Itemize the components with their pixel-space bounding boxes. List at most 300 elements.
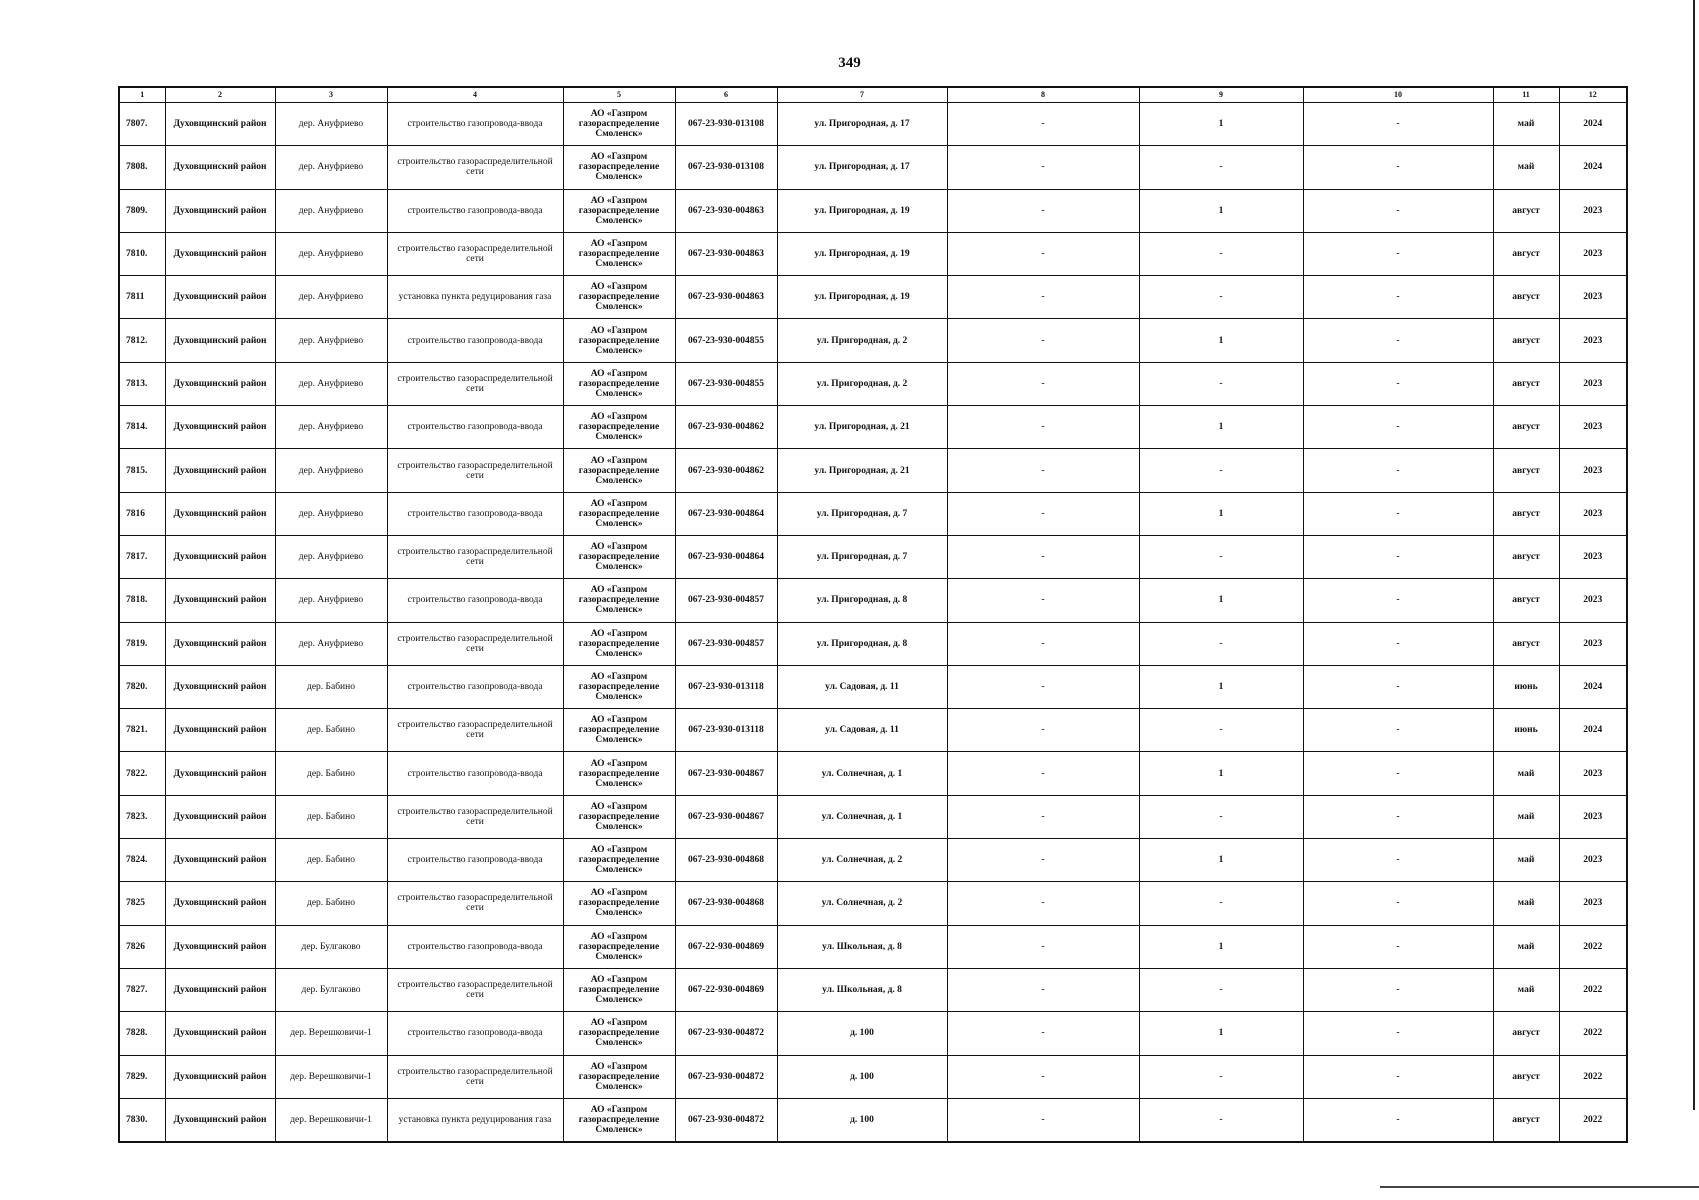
address-cell: ул. Пригородная, д. 2 (777, 319, 947, 362)
col8-cell: - (947, 839, 1139, 882)
col10-cell: - (1303, 622, 1493, 665)
col9-cell: - (1139, 1055, 1303, 1098)
year-cell: 2023 (1559, 276, 1627, 319)
district-cell: Духовщинский район (165, 1012, 275, 1055)
table-row (119, 839, 1627, 882)
organization-cell: АО «Газпром газораспределение Смоленск» (563, 1098, 675, 1141)
table-row (119, 146, 1627, 189)
month-cell: август (1493, 1012, 1559, 1055)
column-header-6: 6 (675, 87, 777, 103)
col10-cell: - (1303, 406, 1493, 449)
col10-cell: - (1303, 925, 1493, 968)
row-number: 7828. (119, 1012, 165, 1055)
col9-cell: 1 (1139, 492, 1303, 535)
month-cell: май (1493, 752, 1559, 795)
village-cell: дер. Ануфриево (275, 189, 387, 232)
row-number: 7822. (119, 752, 165, 795)
address-cell: ул. Пригородная, д. 17 (777, 103, 947, 146)
month-cell: май (1493, 925, 1559, 968)
district-cell: Духовщинский район (165, 449, 275, 492)
column-header-7: 7 (777, 87, 947, 103)
organization-cell: АО «Газпром газораспределение Смоленск» (563, 362, 675, 405)
address-cell: ул. Пригородная, д. 19 (777, 276, 947, 319)
organization-cell: АО «Газпром газораспределение Смоленск» (563, 146, 675, 189)
code-cell: 067-23-930-004867 (675, 752, 777, 795)
village-cell: дер. Бабино (275, 839, 387, 882)
code-cell: 067-22-930-004869 (675, 968, 777, 1011)
year-cell: 2024 (1559, 146, 1627, 189)
village-cell: дер. Ануфриево (275, 579, 387, 622)
column-header-9: 9 (1139, 87, 1303, 103)
row-number: 7821. (119, 709, 165, 752)
month-cell: август (1493, 492, 1559, 535)
district-cell: Духовщинский район (165, 232, 275, 275)
table-row (119, 103, 1627, 146)
code-cell: 067-23-930-004857 (675, 579, 777, 622)
organization-cell: АО «Газпром газораспределение Смоленск» (563, 276, 675, 319)
code-cell: 067-23-930-004857 (675, 622, 777, 665)
code-cell: 067-23-930-004863 (675, 276, 777, 319)
col10-cell: - (1303, 1055, 1493, 1098)
month-cell: август (1493, 1098, 1559, 1141)
address-cell: д. 100 (777, 1012, 947, 1055)
table-row (119, 622, 1627, 665)
month-cell: июнь (1493, 709, 1559, 752)
table-row (119, 795, 1627, 838)
work-type-cell: строительство газораспределительной сети (387, 535, 563, 578)
table-row (119, 1055, 1627, 1098)
district-cell: Духовщинский район (165, 146, 275, 189)
code-cell: 067-23-930-004863 (675, 189, 777, 232)
col9-cell: 1 (1139, 665, 1303, 708)
year-cell: 2023 (1559, 882, 1627, 925)
col9-cell: 1 (1139, 1012, 1303, 1055)
col10-cell: - (1303, 146, 1493, 189)
month-cell: август (1493, 232, 1559, 275)
row-number: 7816 (119, 492, 165, 535)
village-cell: дер. Ануфриево (275, 406, 387, 449)
row-number: 7823. (119, 795, 165, 838)
village-cell: дер. Ануфриево (275, 492, 387, 535)
district-cell: Духовщинский район (165, 968, 275, 1011)
col9-cell: - (1139, 276, 1303, 319)
month-cell: август (1493, 189, 1559, 232)
column-header-8: 8 (947, 87, 1139, 103)
work-type-cell: строительство газораспределительной сети (387, 882, 563, 925)
table-row (119, 449, 1627, 492)
work-type-cell: установка пункта редуцирования газа (387, 276, 563, 319)
work-type-cell: строительство газораспределительной сети (387, 449, 563, 492)
work-type-cell: строительство газопровода-ввода (387, 579, 563, 622)
village-cell: дер. Ануфриево (275, 535, 387, 578)
row-number: 7808. (119, 146, 165, 189)
col8-cell: - (947, 1055, 1139, 1098)
col8-cell: - (947, 319, 1139, 362)
work-type-cell: строительство газопровода-ввода (387, 665, 563, 708)
year-cell: 2023 (1559, 189, 1627, 232)
code-cell: 067-23-930-013118 (675, 709, 777, 752)
col10-cell: - (1303, 232, 1493, 275)
col8-cell: - (947, 709, 1139, 752)
code-cell: 067-23-930-004855 (675, 319, 777, 362)
table-row (119, 1098, 1627, 1141)
work-type-cell: строительство газораспределительной сети (387, 1055, 563, 1098)
col10-cell: - (1303, 968, 1493, 1011)
column-header-2: 2 (165, 87, 275, 103)
organization-cell: АО «Газпром газораспределение Смоленск» (563, 839, 675, 882)
address-cell: ул. Школьная, д. 8 (777, 968, 947, 1011)
district-cell: Духовщинский район (165, 925, 275, 968)
organization-cell: АО «Газпром газораспределение Смоленск» (563, 535, 675, 578)
row-number: 7829. (119, 1055, 165, 1098)
address-cell: ул. Пригородная, д. 19 (777, 232, 947, 275)
year-cell: 2023 (1559, 319, 1627, 362)
col9-cell: - (1139, 795, 1303, 838)
organization-cell: АО «Газпром газораспределение Смоленск» (563, 579, 675, 622)
table-row (119, 276, 1627, 319)
village-cell: дер. Верешковичи-1 (275, 1055, 387, 1098)
organization-cell: АО «Газпром газораспределение Смоленск» (563, 449, 675, 492)
organization-cell: АО «Газпром газораспределение Смоленск» (563, 795, 675, 838)
col8-cell: - (947, 449, 1139, 492)
col8-cell: - (947, 406, 1139, 449)
col10-cell: - (1303, 362, 1493, 405)
registry-table (118, 86, 1628, 1143)
table-row (119, 189, 1627, 232)
column-header-11: 11 (1493, 87, 1559, 103)
work-type-cell: строительство газопровода-ввода (387, 492, 563, 535)
work-type-cell: строительство газораспределительной сети (387, 146, 563, 189)
district-cell: Духовщинский район (165, 882, 275, 925)
row-number: 7824. (119, 839, 165, 882)
table-row (119, 968, 1627, 1011)
col9-cell: - (1139, 968, 1303, 1011)
address-cell: ул. Пригородная, д. 8 (777, 622, 947, 665)
code-cell: 067-23-930-004863 (675, 232, 777, 275)
organization-cell: АО «Газпром газораспределение Смоленск» (563, 232, 675, 275)
organization-cell: АО «Газпром газораспределение Смоленск» (563, 622, 675, 665)
month-cell: май (1493, 103, 1559, 146)
month-cell: август (1493, 276, 1559, 319)
table-row (119, 232, 1627, 275)
col10-cell: - (1303, 752, 1493, 795)
col10-cell: - (1303, 492, 1493, 535)
year-cell: 2023 (1559, 492, 1627, 535)
organization-cell: АО «Газпром газораспределение Смоленск» (563, 665, 675, 708)
col8-cell: - (947, 752, 1139, 795)
district-cell: Духовщинский район (165, 1098, 275, 1141)
col9-cell: - (1139, 449, 1303, 492)
work-type-cell: строительство газораспределительной сети (387, 362, 563, 405)
scan-bottom-line (1380, 1186, 1699, 1188)
work-type-cell: строительство газопровода-ввода (387, 752, 563, 795)
work-type-cell: строительство газораспределительной сети (387, 795, 563, 838)
village-cell: дер. Верешковичи-1 (275, 1012, 387, 1055)
year-cell: 2023 (1559, 579, 1627, 622)
district-cell: Духовщинский район (165, 665, 275, 708)
year-cell: 2023 (1559, 839, 1627, 882)
table-row (119, 925, 1627, 968)
col9-cell: 1 (1139, 752, 1303, 795)
organization-cell: АО «Газпром газораспределение Смоленск» (563, 925, 675, 968)
village-cell: дер. Ануфриево (275, 103, 387, 146)
year-cell: 2022 (1559, 1012, 1627, 1055)
col8-cell: - (947, 189, 1139, 232)
month-cell: май (1493, 839, 1559, 882)
address-cell: ул. Пригородная, д. 7 (777, 535, 947, 578)
village-cell: дер. Бабино (275, 665, 387, 708)
col9-cell: - (1139, 146, 1303, 189)
address-cell: ул. Солнечная, д. 2 (777, 839, 947, 882)
col8-cell: - (947, 968, 1139, 1011)
village-cell: дер. Бабино (275, 752, 387, 795)
col8-cell: - (947, 232, 1139, 275)
month-cell: май (1493, 968, 1559, 1011)
organization-cell: АО «Газпром газораспределение Смоленск» (563, 319, 675, 362)
col9-cell: 1 (1139, 189, 1303, 232)
table-row (119, 406, 1627, 449)
work-type-cell: установка пункта редуцирования газа (387, 1098, 563, 1141)
year-cell: 2023 (1559, 752, 1627, 795)
code-cell: 067-23-930-004864 (675, 535, 777, 578)
code-cell: 067-23-930-004868 (675, 882, 777, 925)
header-row (119, 87, 1627, 103)
organization-cell: АО «Газпром газораспределение Смоленск» (563, 968, 675, 1011)
work-type-cell: строительство газопровода-ввода (387, 925, 563, 968)
row-number: 7814. (119, 406, 165, 449)
col9-cell: 1 (1139, 103, 1303, 146)
year-cell: 2023 (1559, 622, 1627, 665)
year-cell: 2023 (1559, 535, 1627, 578)
table-row (119, 579, 1627, 622)
year-cell: 2024 (1559, 665, 1627, 708)
col8-cell: - (947, 622, 1139, 665)
table-row (119, 882, 1627, 925)
year-cell: 2024 (1559, 103, 1627, 146)
col8-cell: - (947, 146, 1139, 189)
month-cell: август (1493, 1055, 1559, 1098)
district-cell: Духовщинский район (165, 406, 275, 449)
col8-cell: - (947, 665, 1139, 708)
col10-cell: - (1303, 1012, 1493, 1055)
code-cell: 067-23-930-004855 (675, 362, 777, 405)
district-cell: Духовщинский район (165, 795, 275, 838)
col10-cell: - (1303, 795, 1493, 838)
district-cell: Духовщинский район (165, 709, 275, 752)
district-cell: Духовщинский район (165, 622, 275, 665)
village-cell: дер. Верешковичи-1 (275, 1098, 387, 1141)
col8-cell: - (947, 925, 1139, 968)
row-number: 7813. (119, 362, 165, 405)
village-cell: дер. Ануфриево (275, 146, 387, 189)
row-number: 7827. (119, 968, 165, 1011)
col8-cell: - (947, 492, 1139, 535)
month-cell: июнь (1493, 665, 1559, 708)
row-number: 7811 (119, 276, 165, 319)
col8-cell: - (947, 882, 1139, 925)
year-cell: 2024 (1559, 709, 1627, 752)
col10-cell: - (1303, 535, 1493, 578)
month-cell: август (1493, 406, 1559, 449)
col8-cell: - (947, 1098, 1139, 1141)
village-cell: дер. Булгаково (275, 925, 387, 968)
row-number: 7825 (119, 882, 165, 925)
village-cell: дер. Ануфриево (275, 362, 387, 405)
col10-cell: - (1303, 709, 1493, 752)
address-cell: ул. Солнечная, д. 1 (777, 795, 947, 838)
work-type-cell: строительство газораспределительной сети (387, 622, 563, 665)
year-cell: 2023 (1559, 449, 1627, 492)
col9-cell: - (1139, 709, 1303, 752)
address-cell: ул. Солнечная, д. 2 (777, 882, 947, 925)
month-cell: август (1493, 579, 1559, 622)
year-cell: 2022 (1559, 1098, 1627, 1141)
col10-cell: - (1303, 276, 1493, 319)
table-row (119, 752, 1627, 795)
village-cell: дер. Бабино (275, 709, 387, 752)
district-cell: Духовщинский район (165, 319, 275, 362)
col8-cell: - (947, 362, 1139, 405)
district-cell: Духовщинский район (165, 1055, 275, 1098)
code-cell: 067-23-930-004868 (675, 839, 777, 882)
col8-cell: - (947, 795, 1139, 838)
address-cell: ул. Пригородная, д. 8 (777, 579, 947, 622)
col10-cell: - (1303, 319, 1493, 362)
address-cell: ул. Пригородная, д. 21 (777, 449, 947, 492)
organization-cell: АО «Газпром газораспределение Смоленск» (563, 882, 675, 925)
table-row (119, 665, 1627, 708)
col9-cell: 1 (1139, 839, 1303, 882)
code-cell: 067-23-930-004864 (675, 492, 777, 535)
column-header-10: 10 (1303, 87, 1493, 103)
address-cell: ул. Пригородная, д. 7 (777, 492, 947, 535)
village-cell: дер. Бабино (275, 882, 387, 925)
work-type-cell: строительство газораспределительной сети (387, 709, 563, 752)
address-cell: ул. Солнечная, д. 1 (777, 752, 947, 795)
code-cell: 067-23-930-013108 (675, 146, 777, 189)
col10-cell: - (1303, 189, 1493, 232)
district-cell: Духовщинский район (165, 839, 275, 882)
col9-cell: - (1139, 1098, 1303, 1141)
column-header-12: 12 (1559, 87, 1627, 103)
row-number: 7830. (119, 1098, 165, 1141)
address-cell: д. 100 (777, 1098, 947, 1141)
village-cell: дер. Ануфриево (275, 232, 387, 275)
address-cell: ул. Школьная, д. 8 (777, 925, 947, 968)
month-cell: август (1493, 449, 1559, 492)
col10-cell: - (1303, 579, 1493, 622)
organization-cell: АО «Газпром газораспределение Смоленск» (563, 1012, 675, 1055)
code-cell: 067-23-930-013108 (675, 103, 777, 146)
col8-cell: - (947, 535, 1139, 578)
table-row (119, 1012, 1627, 1055)
work-type-cell: строительство газопровода-ввода (387, 189, 563, 232)
month-cell: август (1493, 362, 1559, 405)
organization-cell: АО «Газпром газораспределение Смоленск» (563, 1055, 675, 1098)
address-cell: ул. Пригородная, д. 17 (777, 146, 947, 189)
col9-cell: - (1139, 232, 1303, 275)
row-number: 7810. (119, 232, 165, 275)
column-header-3: 3 (275, 87, 387, 103)
code-cell: 067-23-930-004867 (675, 795, 777, 838)
col8-cell: - (947, 103, 1139, 146)
work-type-cell: строительство газораспределительной сети (387, 968, 563, 1011)
month-cell: май (1493, 146, 1559, 189)
table-row (119, 362, 1627, 405)
table-row (119, 319, 1627, 362)
column-header-4: 4 (387, 87, 563, 103)
col10-cell: - (1303, 103, 1493, 146)
col9-cell: 1 (1139, 406, 1303, 449)
address-cell: ул. Садовая, д. 11 (777, 665, 947, 708)
year-cell: 2023 (1559, 795, 1627, 838)
column-header-1: 1 (119, 87, 165, 103)
col9-cell: - (1139, 362, 1303, 405)
work-type-cell: строительство газопровода-ввода (387, 406, 563, 449)
row-number: 7820. (119, 665, 165, 708)
address-cell: ул. Пригородная, д. 19 (777, 189, 947, 232)
col9-cell: 1 (1139, 925, 1303, 968)
address-cell: ул. Садовая, д. 11 (777, 709, 947, 752)
year-cell: 2022 (1559, 925, 1627, 968)
row-number: 7817. (119, 535, 165, 578)
code-cell: 067-22-930-004869 (675, 925, 777, 968)
organization-cell: АО «Газпром газораспределение Смоленск» (563, 189, 675, 232)
code-cell: 067-23-930-004872 (675, 1012, 777, 1055)
row-number: 7809. (119, 189, 165, 232)
district-cell: Духовщинский район (165, 362, 275, 405)
work-type-cell: строительство газопровода-ввода (387, 1012, 563, 1055)
work-type-cell: строительство газопровода-ввода (387, 103, 563, 146)
year-cell: 2023 (1559, 362, 1627, 405)
district-cell: Духовщинский район (165, 579, 275, 622)
month-cell: август (1493, 319, 1559, 362)
col9-cell: - (1139, 622, 1303, 665)
year-cell: 2023 (1559, 406, 1627, 449)
table-row (119, 492, 1627, 535)
col9-cell: 1 (1139, 579, 1303, 622)
table-row (119, 709, 1627, 752)
col10-cell: - (1303, 882, 1493, 925)
organization-cell: АО «Газпром газораспределение Смоленск» (563, 103, 675, 146)
year-cell: 2023 (1559, 232, 1627, 275)
work-type-cell: строительство газопровода-ввода (387, 319, 563, 362)
work-type-cell: строительство газораспределительной сети (387, 232, 563, 275)
row-number: 7807. (119, 103, 165, 146)
village-cell: дер. Ануфриево (275, 449, 387, 492)
table-header (119, 87, 1627, 103)
address-cell: ул. Пригородная, д. 2 (777, 362, 947, 405)
village-cell: дер. Ануфриево (275, 622, 387, 665)
col10-cell: - (1303, 449, 1493, 492)
address-cell: д. 100 (777, 1055, 947, 1098)
month-cell: август (1493, 622, 1559, 665)
district-cell: Духовщинский район (165, 492, 275, 535)
page-number: 349 (838, 55, 861, 71)
district-cell: Духовщинский район (165, 103, 275, 146)
code-cell: 067-23-930-004862 (675, 406, 777, 449)
col8-cell: - (947, 1012, 1139, 1055)
col9-cell: 1 (1139, 319, 1303, 362)
column-header-5: 5 (563, 87, 675, 103)
col8-cell: - (947, 579, 1139, 622)
code-cell: 067-23-930-004872 (675, 1098, 777, 1141)
col9-cell: - (1139, 535, 1303, 578)
village-cell: дер. Булгаково (275, 968, 387, 1011)
month-cell: август (1493, 535, 1559, 578)
code-cell: 067-23-930-004862 (675, 449, 777, 492)
row-number: 7815. (119, 449, 165, 492)
